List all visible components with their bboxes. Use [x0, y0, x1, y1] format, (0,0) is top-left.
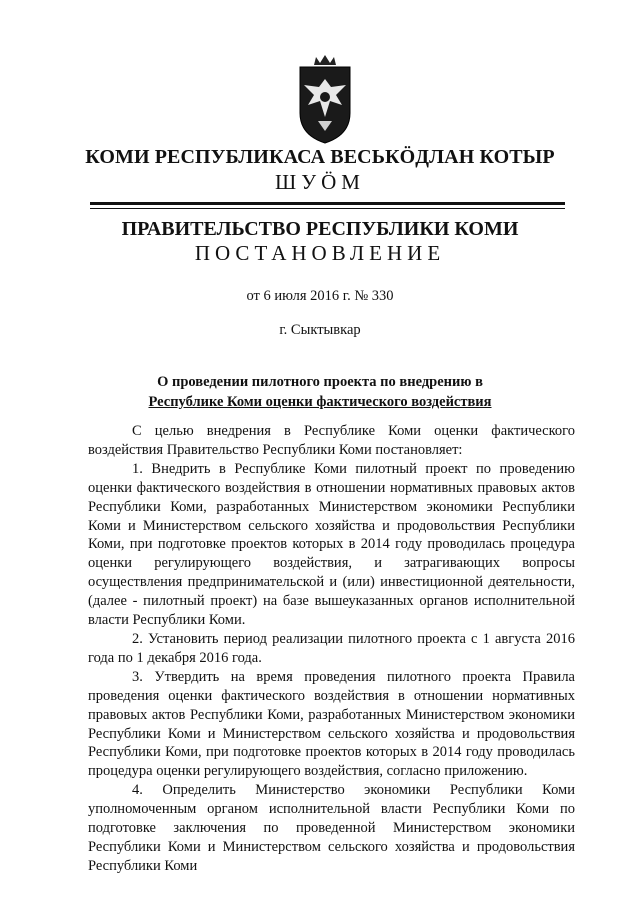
document-title-line-1: О проведении пилотного проекта по внедрению в: [157, 374, 483, 390]
document-title: [40, 372, 600, 412]
body-intro: С целью внедрения в Республике Коми оценки фактического воздействия Правительство Республики Коми постановляет:: [88, 423, 575, 458]
komi-header-title: КОМИ РЕСПУБЛИКАСА ВЕСЬКÖДЛАН КОТЫР: [85, 146, 555, 168]
document-title-line-2: Республике Коми оценки фактического воздействия: [148, 394, 492, 410]
coat-of-arms-icon: [296, 55, 354, 145]
russian-header-subtitle: ПОСТАНОВЛЕНИЕ: [194, 241, 446, 265]
komi-header-subtitle: ШУÖМ: [275, 170, 365, 194]
document-date: от 6 июля 2016 г. № 330: [246, 288, 394, 304]
header-divider-thick: [90, 202, 565, 205]
body-item-2: 2. Установить период реализации пилотного проекта с 1 августа 2016 года по 1 декабря 2016 года.: [88, 630, 575, 666]
body-item-4: 4. Определить Министерство экономики Республики Коми уполномоченным органом исполнительной власти Республики Коми по подготовке заключения по проведенной Министерством экономики Республики Коми и Министерством сельского хозяйства и продовольствия Республики Коми: [88, 782, 575, 874]
body-item-1: 1. Внедрить в Республике Коми пилотный проект по проведению оценки фактического воздействия в отношении нормативных правовых актов Республики Коми, разработанных Министерством экономики Республики Коми и Министерством сельского хозяйства и продовольствия Республики Коми, при подготовке проектов которых в 2014 году проводилась процедура оценки регулирующего воздействия, и затрагивающих вопросы осуществления предпринимательской и (или) инвестиционной деятельности, (далее - пилотный проект) на базе вышеуказанных органов исполнительной власти Республики Коми.: [88, 460, 575, 629]
body-item-3: 3. Утвердить на время проведения пилотного проекта Правила проведения оценки фактического воздействия в отношении нормативных правовых актов Республики Коми, разработанных Министерством экономики Республики Коми и Министерством сельского хозяйства и продовольствия Республики Коми, при подготовке проектов которых в 2014 году проводилась процедура оценки регулирующего воздействия, согласно приложению.: [88, 668, 575, 780]
header-divider-thin: [90, 208, 565, 209]
document-body: [88, 422, 575, 876]
russian-header-title: ПРАВИТЕЛЬСТВО РЕСПУБЛИКИ КОМИ: [121, 218, 519, 240]
document-city: г. Сыктывкар: [279, 322, 361, 338]
